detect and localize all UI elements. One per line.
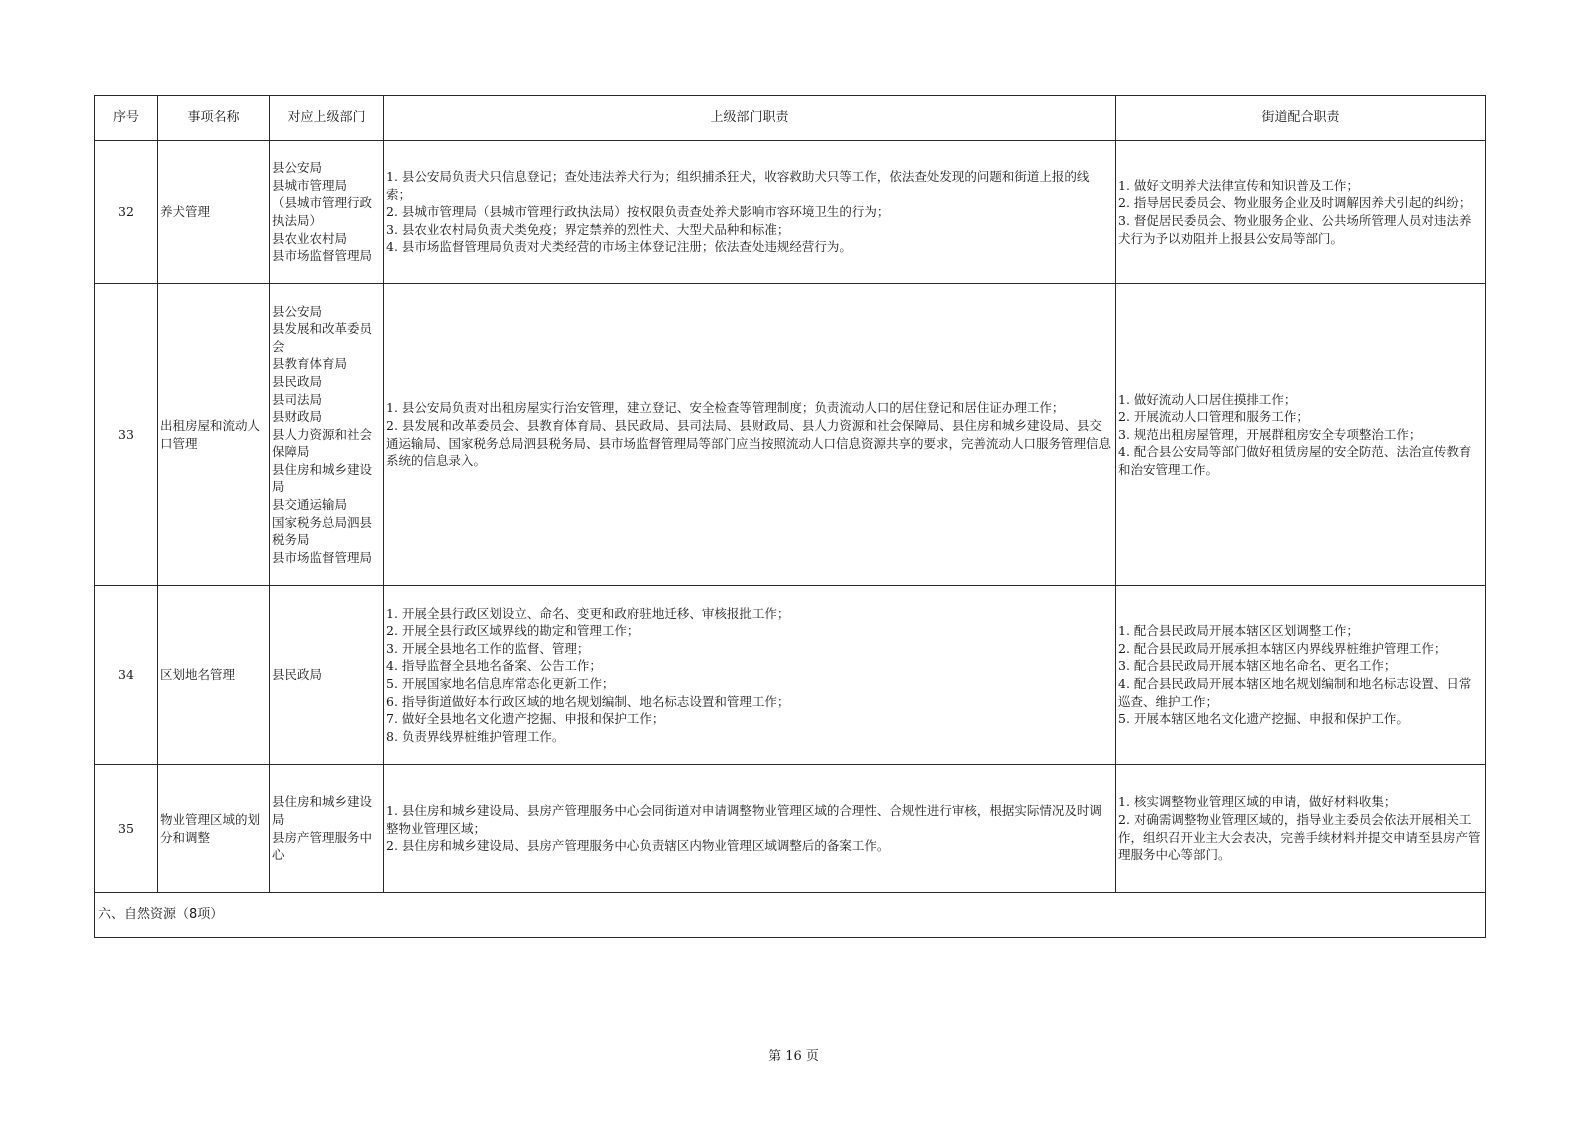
item-name: 物业管理区域的划分和调整 xyxy=(158,765,270,893)
row-number: 32 xyxy=(95,141,158,284)
table-row xyxy=(95,586,1486,765)
upper-departments: 县公安局 县城市管理局 （县城市管理行政执法局） 县农业农村局 县市场监督管理局 xyxy=(270,141,384,284)
street-duty: 1. 配合县民政局开展本辖区区划调整工作； 2. 配合县民政局开展承担本辖区内界线界桩维护管理工作； 3. 配合县民政局开展本辖区地名命名、更名工作； 4. 配合县民政局开展本辖区地名规划编制和地名标志设置、日常巡查、维护工作； 5. 开展本辖区地名文化遗产挖掘、申报和保护工作。 xyxy=(1116,586,1486,765)
duty-table xyxy=(94,95,1486,938)
upper-duty: 1. 开展全县行政区划设立、命名、变更和政府驻地迁移、审核报批工作； 2. 开展全县行政区域界线的勘定和管理工作； 3. 开展全县地名工作的监督、管理； 4. 指导监督全县地名备案、公告工作； 5. 开展国家地名信息库常态化更新工作； 6. 指导街道做好本行政区域的地名规划编制、地名标志设置和管理工作； 7. 做好全县地名文化遗产挖掘、申报和保护工作； 8. 负责界线界桩维护管理工作。 xyxy=(384,586,1116,765)
upper-duty: 1. 县住房和城乡建设局、县房产管理服务中心会同街道对申请调整物业管理区域的合理性、合规性进行审核，根据实际情况及时调整物业管理区域； 2. 县住房和城乡建设局、县房产管理服务中心负责辖区内物业管理区域调整后的备案工作。 xyxy=(384,765,1116,893)
table-row xyxy=(95,141,1486,284)
header-number: 序号 xyxy=(95,96,158,141)
table-header-row xyxy=(95,96,1486,141)
row-number: 33 xyxy=(95,284,158,586)
street-duty: 1. 做好流动人口居住摸排工作； 2. 开展流动人口管理和服务工作； 3. 规范出租房屋管理，开展群租房安全专项整治工作； 4. 配合县公安局等部门做好租赁房屋的安全防范、法治宣传教育和治安管理工作。 xyxy=(1116,284,1486,586)
section-row xyxy=(95,893,1486,938)
item-name: 区划地名管理 xyxy=(158,586,270,765)
street-duty: 1. 核实调整物业管理区域的申请，做好材料收集； 2. 对确需调整物业管理区域的，指导业主委员会依法开展相关工作，组织召开业主大会表决，完善手续材料并提交申请至县房产管理服务中心等部门。 xyxy=(1116,765,1486,893)
page-number: 第 16 页 xyxy=(768,1049,819,1064)
upper-departments: 县公安局 县发展和改革委员会 县教育体育局 县民政局 县司法局 县财政局 县人力资源和社会保障局 县住房和城乡建设局 县交通运输局 国家税务总局泗县税务局 县市场监督管理局 xyxy=(270,284,384,586)
upper-duty: 1. 县公安局负责对出租房屋实行治安管理，建立登记、安全检查等管理制度；负责流动人口的居住登记和居住证办理工作； 2. 县发展和改革委员会、县教育体育局、县民政局、县司法局、县财政局、县人力资源和社会保障局、县住房和城乡建设局、县交通运输局、国家税务总局泗县税务局、县市场监督管理局等部门应当按照流动人口信息资源共享的要求，完善流动人口服务管理信息系统的信息录入。 xyxy=(384,284,1116,586)
header-item-name: 事项名称 xyxy=(158,96,270,141)
upper-duty: 1. 县公安局负责犬只信息登记；查处违法养犬行为；组织捕杀狂犬，收容救助犬只等工作，依法查处发现的问题和街道上报的线索； 2. 县城市管理局（县城市管理行政执法局）按权限负责查处养犬影响市容环境卫生的行为； 3. 县农业农村局负责犬类免疫；界定禁养的烈性犬、大型犬品种和标准； 4. 县市场监督管理局负责对犬类经营的市场主体登记注册；依法查处违规经营行为。 xyxy=(384,141,1116,284)
table-row xyxy=(95,284,1486,586)
row-number: 35 xyxy=(95,765,158,893)
row-number: 34 xyxy=(95,586,158,765)
table-row xyxy=(95,765,1486,893)
header-street-duty: 街道配合职责 xyxy=(1116,96,1486,141)
item-name: 养犬管理 xyxy=(158,141,270,284)
upper-departments: 县住房和城乡建设局 县房产管理服务中心 xyxy=(270,765,384,893)
header-upper-duty: 上级部门职责 xyxy=(384,96,1116,141)
upper-departments: 县民政局 xyxy=(270,586,384,765)
item-name: 出租房屋和流动人口管理 xyxy=(158,284,270,586)
header-upper-dept: 对应上级部门 xyxy=(270,96,384,141)
street-duty: 1. 做好文明养犬法律宣传和知识普及工作； 2. 指导居民委员会、物业服务企业及时调解因养犬引起的纠纷； 3. 督促居民委员会、物业服务企业、公共场所管理人员对违法养犬行为予以劝阻并上报县公安局等部门。 xyxy=(1116,141,1486,284)
section-title: 六、自然资源（8项） xyxy=(95,893,1486,938)
